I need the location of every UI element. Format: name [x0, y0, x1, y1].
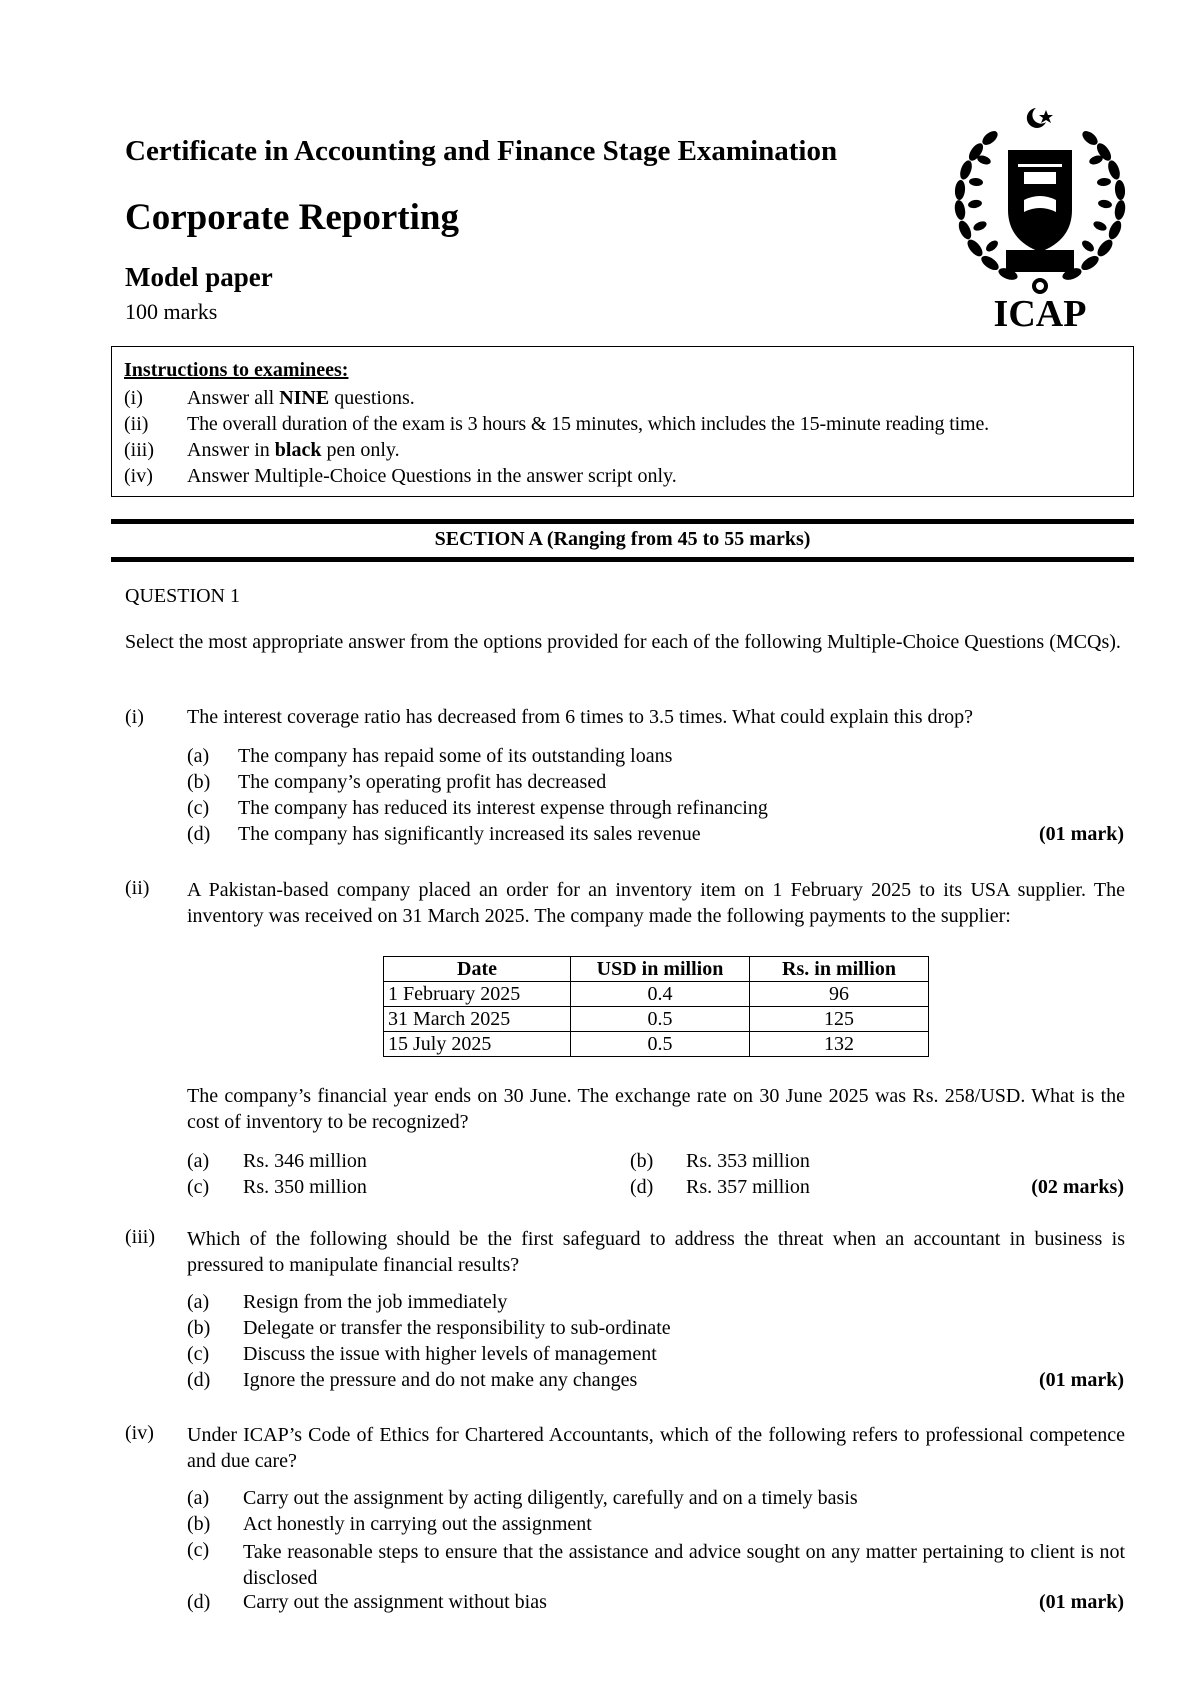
- certificate-title: Certificate in Accounting and Finance Stage Examination: [125, 135, 838, 167]
- marks-badge: (01 mark): [1039, 1369, 1124, 1391]
- column-header: USD in million: [571, 957, 750, 982]
- option-text: Resign from the job immediately: [243, 1291, 508, 1313]
- laurel-crest-icon: [940, 100, 1140, 332]
- option-text: Carry out the assignment by acting diligently, carefully and on a timely basis: [243, 1487, 858, 1509]
- option-label: (c): [187, 1343, 210, 1365]
- option-text: Carry out the assignment without bias: [243, 1591, 547, 1613]
- mcq-text: The interest coverage ratio has decreased from 6 times to 3.5 times. What could explain this drop?: [187, 706, 974, 728]
- question-intro: Select the most appropriate answer from the options provided for each of the following Multiple-Choice Questions (MCQs).: [125, 631, 1121, 653]
- option-label: (a): [187, 745, 210, 767]
- paper-label: Model paper: [125, 262, 273, 292]
- table-cell: 0.5: [571, 1032, 750, 1057]
- table-cell: 31 March 2025: [384, 1007, 571, 1032]
- marks-badge: (01 mark): [1039, 1591, 1124, 1613]
- marks-label: 100 marks: [125, 299, 218, 324]
- option-label: (c): [187, 1176, 210, 1198]
- mcq-number: (i): [125, 706, 144, 728]
- table-cell: 132: [750, 1032, 929, 1057]
- option-label: (c): [187, 1539, 210, 1561]
- payments-table: [383, 956, 929, 1057]
- option-text: The company’s operating profit has decreased: [238, 771, 607, 793]
- mcq-number: (iii): [125, 1226, 155, 1248]
- marks-badge: (02 marks): [1031, 1176, 1124, 1198]
- mcq-text: A Pakistan-based company placed an order for an inventory item on 1 February 2025 to its USA supplier. The inventory was received on 31 March 2025. The company made the following payments to the supplier:: [187, 879, 1125, 927]
- option-label: (c): [187, 797, 210, 819]
- marks-badge: (01 mark): [1039, 823, 1124, 845]
- table-cell: 96: [750, 982, 929, 1007]
- option-text: The company has significantly increased its sales revenue: [238, 823, 701, 845]
- mcq-text: Under ICAP’s Code of Ethics for Chartered Accountants, which of the following refers to professional competence and due care?: [187, 1424, 1125, 1472]
- option-text: Rs. 353 million: [686, 1150, 810, 1172]
- option-text: Rs. 357 million: [686, 1176, 810, 1198]
- table-cell: 0.4: [571, 982, 750, 1007]
- table-row: [384, 1032, 929, 1057]
- option-text: Take reasonable steps to ensure that the assistance and advice sought on any matter pertaining to client is not disclosed: [243, 1541, 1125, 1589]
- instructions-title: Instructions to examinees:: [124, 359, 349, 381]
- mcq-text: Which of the following should be the first safeguard to address the threat when an accountant in business is pressured to manipulate financial results?: [187, 1228, 1125, 1276]
- column-header: Date: [384, 957, 571, 982]
- table-cell: 1 February 2025: [384, 982, 571, 1007]
- option-text: Discuss the issue with higher levels of management: [243, 1343, 657, 1365]
- table-cell: 125: [750, 1007, 929, 1032]
- table-header-row: [384, 957, 929, 982]
- option-label: (a): [187, 1150, 210, 1172]
- subject-title: Corporate Reporting: [125, 197, 459, 238]
- option-text: Rs. 350 million: [243, 1176, 367, 1198]
- section-rule-bottom: [111, 557, 1134, 562]
- table-cell: 0.5: [571, 1007, 750, 1032]
- mcq-text-continued: The company’s financial year ends on 30 June. The exchange rate on 30 June 2025 was Rs. 258/USD. What is the cost of inventory to be recognized?: [187, 1085, 1125, 1133]
- table-cell: 15 July 2025: [384, 1032, 571, 1057]
- option-label: (d): [187, 823, 211, 845]
- table-row: [384, 1007, 929, 1032]
- mcq-number: (iv): [125, 1422, 154, 1444]
- option-label: (d): [187, 1591, 211, 1613]
- section-rule-top: [111, 519, 1134, 524]
- option-label: (b): [187, 1317, 211, 1339]
- option-text: The company has repaid some of its outstanding loans: [238, 745, 673, 767]
- column-header: Rs. in million: [750, 957, 929, 982]
- option-label: (d): [630, 1176, 654, 1198]
- option-label: (d): [187, 1369, 211, 1391]
- option-text: The company has reduced its interest expense through refinancing: [238, 797, 768, 819]
- option-text: Act honestly in carrying out the assignment: [243, 1513, 592, 1535]
- icap-logo: [940, 100, 1140, 332]
- option-text: Rs. 346 million: [243, 1150, 367, 1172]
- table-row: [384, 982, 929, 1007]
- option-label: (b): [187, 1513, 211, 1535]
- option-label: (a): [187, 1487, 210, 1509]
- option-label: (b): [630, 1150, 654, 1172]
- option-label: (b): [187, 771, 211, 793]
- question-title: QUESTION 1: [125, 585, 240, 607]
- logo-text: ICAP: [993, 293, 1087, 332]
- mcq-number: (ii): [125, 877, 150, 899]
- section-title: SECTION A (Ranging from 45 to 55 marks): [434, 528, 811, 550]
- option-label: (a): [187, 1291, 210, 1313]
- option-text: Ignore the pressure and do not make any changes: [243, 1369, 638, 1391]
- option-text: Delegate or transfer the responsibility to sub-ordinate: [243, 1317, 671, 1339]
